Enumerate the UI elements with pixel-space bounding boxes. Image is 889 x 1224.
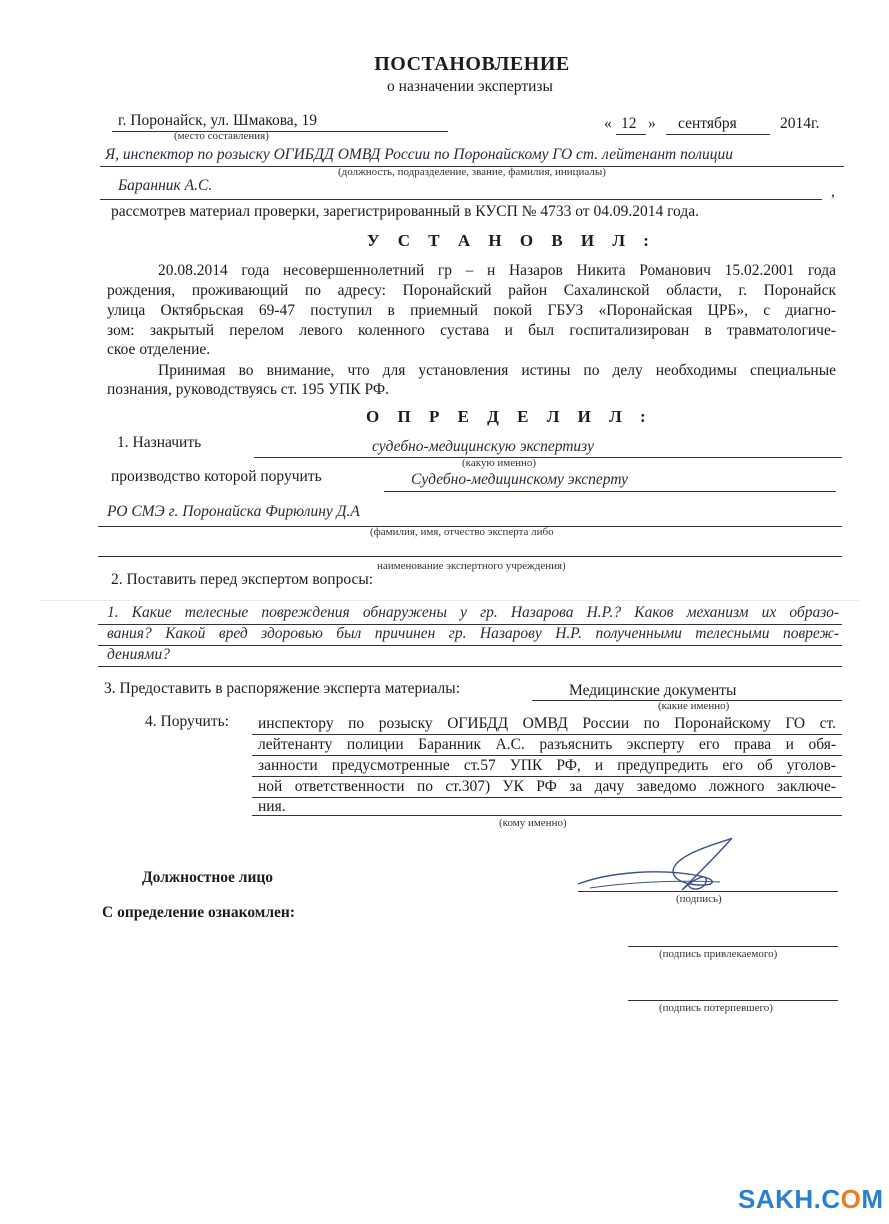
question-line: дениями? <box>107 646 170 663</box>
item4-line: лейтенанту полиции Баранник А.С. разъяснить эксперту его права и обя- <box>258 736 836 753</box>
assign-label: производство которой поручить <box>111 468 322 485</box>
officer-underline2 <box>100 199 822 200</box>
defendant-caption: (подпись привлекаемого) <box>659 948 778 960</box>
considering-line: Принимая во внимание, что для установления истины по делу необходимы специальные <box>158 362 836 379</box>
item4-line: ния. <box>258 798 286 815</box>
document-title: ПОСТАНОВЛЕНИЕ <box>374 53 570 75</box>
established-line: рождения, проживающий по адресу: Поронайский район Сахалинской области, г. Поронайск <box>107 282 836 299</box>
date-day-underline <box>616 134 646 135</box>
question-underline <box>98 645 842 646</box>
signature-underline <box>578 891 838 892</box>
established-heading: У С Т А Н О В И Л : <box>367 231 656 250</box>
document-subtitle: о назначении экспертизы <box>387 78 553 95</box>
item1-underline <box>254 457 842 458</box>
item1-label: 1. Назначить <box>117 434 202 451</box>
institution-caption: наименование экспертного учреждения) <box>377 560 566 572</box>
established-line: зом: закрытый перелом левого коленного сустава и был госпитализирован в травматологиче- <box>107 322 836 339</box>
assign-underline <box>384 491 836 492</box>
item3-value: Медицинские документы <box>569 682 737 699</box>
established-line: 20.08.2014 года несовершеннолетний гр – н Назаров Никита Романович 15.02.2001 года <box>158 262 836 279</box>
decided-heading: О П Р Е Д Е Л И Л : <box>366 407 653 426</box>
item4-underline <box>252 815 842 816</box>
place-caption: (место составления) <box>174 130 269 142</box>
victim-caption: (подпись потерпевшего) <box>659 1002 773 1014</box>
item4-label: 4. Поручить: <box>145 713 229 730</box>
item1-value: судебно-медицинскую экспертизу <box>372 438 595 455</box>
date-month: сентября <box>678 115 737 132</box>
official-label: Должностное лицо <box>142 869 274 886</box>
defendant-signature-line <box>628 946 838 947</box>
item4-underline <box>252 734 842 735</box>
item4-line: инспектору по розыску ОГИБДД ОМВД России по Поронайскому ГО ст. <box>258 715 836 732</box>
date-day: 12 <box>621 115 637 132</box>
considering-line: познания, руководствуясь ст. 195 УПК РФ. <box>107 381 389 398</box>
item3-caption: (какие именно) <box>658 700 730 712</box>
officer-line2: Баранник А.С. <box>118 177 213 194</box>
date-year: 2014г. <box>780 115 820 132</box>
item4-underline <box>252 755 842 756</box>
established-line: ское отделение. <box>107 341 211 358</box>
victim-signature-line <box>628 1000 838 1001</box>
date-month-underline <box>666 134 770 135</box>
item1-caption: (какую именно) <box>462 457 537 469</box>
considered-text: рассмотрев материал проверки, зарегистрированный в КУСП № 4733 от 04.09.2014 года. <box>111 203 699 220</box>
question-underline <box>98 666 842 667</box>
acquainted-label: С определение ознакомлен: <box>102 904 296 921</box>
place-value: г. Поронайск, ул. Шмакова, 19 <box>118 112 317 129</box>
item4-underline <box>252 776 842 777</box>
question-line: 1. Какие телесные повреждения обнаружены у гр. Назарова Н.Р.? Каков механизм их образо- <box>107 604 839 621</box>
institution-underline <box>98 556 842 557</box>
logo-tail: M <box>861 1184 884 1214</box>
signature-caption: (подпись) <box>676 893 722 905</box>
place-underline <box>112 131 448 132</box>
item3-label: 3. Предоставить в распоряжение эксперта материалы: <box>104 680 461 697</box>
scan-artifact <box>40 600 860 601</box>
question-line: вания? Какой вред здоровью был причинен гр. Назарову Н.Р. полученными телесными повреж- <box>107 625 839 642</box>
expert-caption: (фамилия, имя, отчество эксперта либо <box>370 526 554 538</box>
officer-comma: , <box>831 183 835 200</box>
date-open-quote: « <box>604 115 612 132</box>
question-underline <box>98 624 842 625</box>
item4-line: ной ответственности по ст.307) УК РФ за дачу заведомо ложного заключе- <box>258 778 836 795</box>
item4-line: занности предусмотренные ст.57 УПК РФ, и предупредить его об уголов- <box>258 757 836 774</box>
sakh-logo <box>738 1184 884 1215</box>
logo-accent: O <box>840 1184 862 1214</box>
assign-value: Судебно-медицинскому эксперту <box>411 471 629 488</box>
expert-value: РО СМЭ г. Поронайска Фирюлину Д.А <box>107 503 360 520</box>
logo-main: SAKH.C <box>738 1184 841 1214</box>
date-close-quote: » <box>648 115 656 132</box>
item4-caption: (кому именно) <box>499 817 567 829</box>
item4-underline <box>252 797 842 798</box>
established-line: улица Октябрьская 69-47 поступил в приемный покой ГБУЗ «Поронайская ЦРБ», с диагно- <box>107 302 836 319</box>
item2-label: 2. Поставить перед экспертом вопросы: <box>111 571 374 588</box>
officer-caption: (должность, подразделение, звание, фамилия, инициалы) <box>338 166 606 178</box>
officer-line1: Я, инспектор по розыску ОГИБДД ОМВД России по Поронайскому ГО ст. лейтенант полиции <box>105 146 733 163</box>
